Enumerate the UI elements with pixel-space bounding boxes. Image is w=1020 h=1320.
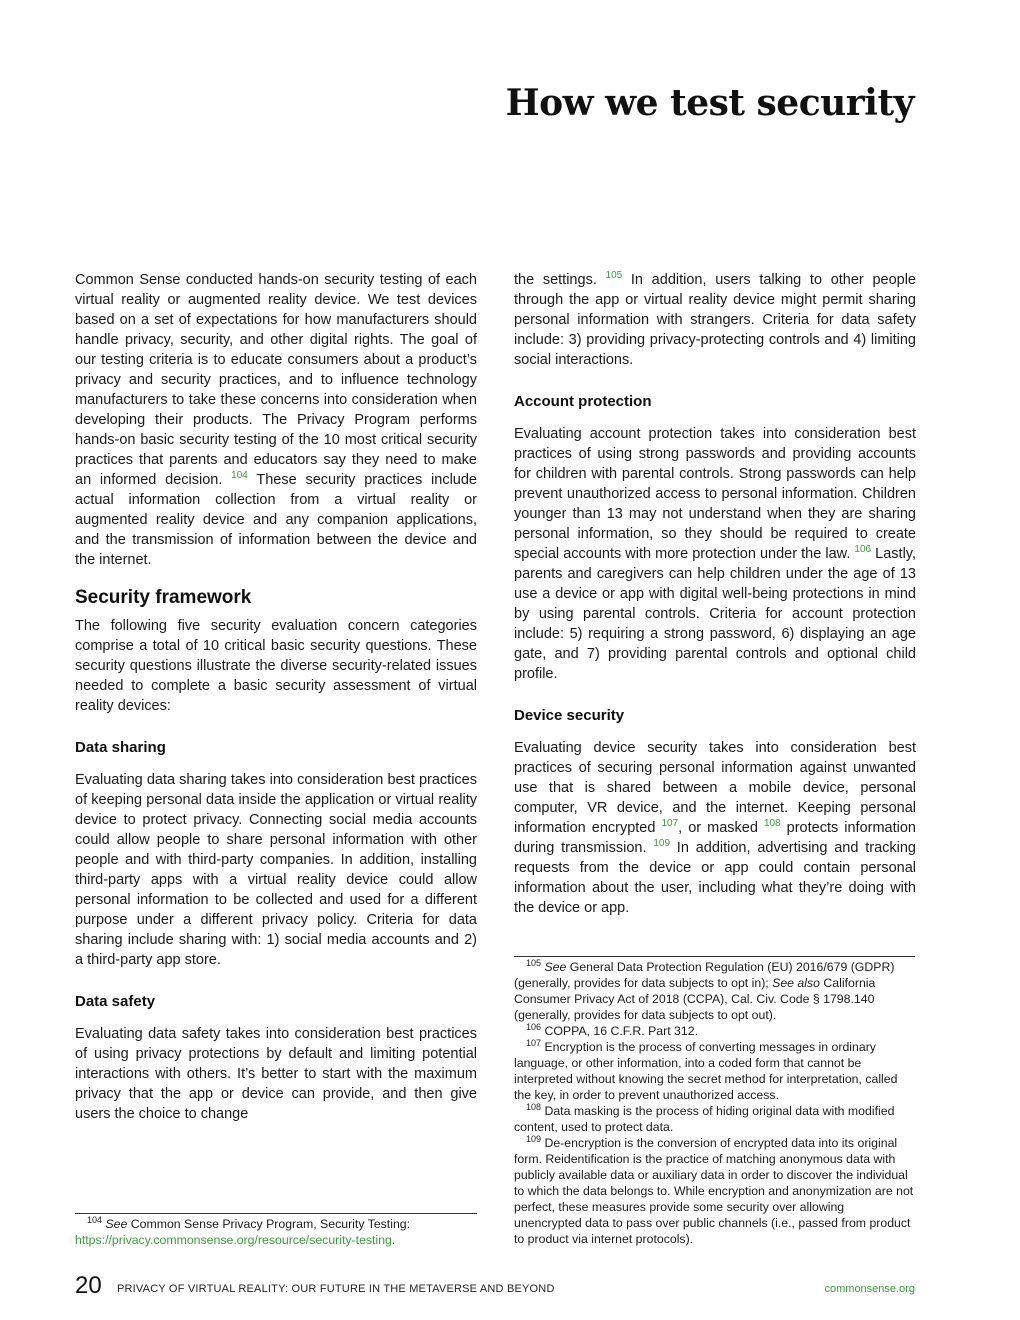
footnote-ref-107[interactable]: 107	[661, 818, 679, 830]
footnote-number: 109	[526, 1133, 542, 1144]
security-framework-heading: Security framework	[75, 587, 252, 608]
footnote-text: Common Sense Privacy Program, Security Testing:	[127, 1217, 411, 1231]
device-text-c: protects information during transmission.	[514, 820, 916, 856]
page-number: 20	[75, 1272, 102, 1299]
footnote-number: 105	[526, 957, 542, 968]
footnote-ref-108[interactable]: 108	[763, 818, 781, 830]
security-testing-link[interactable]: https://privacy.commonsense.org/resource/security-testing	[75, 1233, 392, 1247]
intro-text-cont: These security practices include actual information collection from a virtual reality or augmented reality device and any companion applications, and the transmission of information between the device and the internet.	[75, 472, 477, 568]
data-safety-heading: Data safety	[75, 993, 156, 1010]
footnote-number: 106	[526, 1021, 542, 1032]
footnote-number: 107	[526, 1037, 542, 1048]
footnote-104	[75, 1216, 477, 1248]
footnote-106	[514, 1023, 915, 1039]
footnote-text: General Data Protection Regulation (EU) 2016/679 (GDPR) (generally, provides for data subjects to opt in);	[514, 960, 895, 990]
footnote-text: Data masking is the process of hiding original data with modified content, used to protect data.	[514, 1104, 895, 1134]
continuation-paragraph	[514, 270, 916, 370]
footnote-see: See	[105, 1217, 128, 1231]
account-protection-heading: Account protection	[514, 393, 652, 410]
footnote-text-b: California Consumer Privacy Act of 2018 (CCPA), Cal. Civ. Code § 1798.140 (generally, provides for data subjects to opt out).	[514, 976, 876, 1022]
footnote-107	[514, 1039, 915, 1103]
footnote-end: .	[391, 1233, 396, 1247]
running-head: PRIVACY OF VIRTUAL REALITY: OUR FUTURE IN THE METAVERSE AND BEYOND	[117, 1283, 555, 1295]
footnote-text: De-encryption is the conversion of encrypted data into its original form. Reidentification is the practice of matching anonymous data with publicly available data or auxiliary data in order to discover the individual to which the data belongs to. While encryption and anonymization are not perfect, these measures provide some security over allowing unencrypted data to pass over public channels (i.e., passed from product to product via internet protocols).	[514, 1136, 914, 1246]
footnote-105	[514, 959, 915, 1023]
footnote-ref-104[interactable]: 104	[231, 470, 248, 482]
framework-paragraph: The following five security evaluation concern categories comprise a total of 10 critical basic security questions. These security questions illustrate the diverse security-related issues needed to complete a basic security assessment of virtual reality devices:	[75, 618, 477, 714]
device-text: Evaluating device security takes into consideration best practices of securing personal information against unwanted use that is shared between a mobile device, personal computer, VR device, and the internet. Keeping personal information encrypted	[514, 740, 916, 836]
cont-text: the settings.	[514, 272, 597, 288]
footnote-text: Encryption is the process of converting messages in ordinary language, or other information, into a coded form that cannot be interpreted without knowing the secret method for interpretation, called the key, in order to prevent unauthorized access.	[514, 1040, 898, 1102]
footnotes-right	[514, 956, 915, 1247]
intro-text: Common Sense conducted hands-on security testing of each virtual reality or augmented reality device. We test devices based on a set of expectations for how manufacturers should handle privacy, security, and other digital rights. The goal of our testing criteria is to educate consumers about a product’s privacy and security practices, and to influence technology manufacturers to take these concerns into consideration when developing their products. The Privacy Program performs hands-on basic security testing of the 10 most critical security practices that parents and educators say they need to make an informed decision.	[75, 272, 477, 488]
footnote-109	[514, 1135, 915, 1247]
right-column	[514, 270, 916, 918]
footnote-text: COPPA, 16 C.F.R. Part 312.	[541, 1024, 698, 1038]
device-text-b: , or masked	[678, 820, 758, 836]
page-footer	[75, 1272, 915, 1302]
device-security-heading: Device security	[514, 707, 625, 724]
footnote-number: 108	[526, 1101, 542, 1112]
footnote-ref-105[interactable]: 105	[605, 270, 623, 282]
account-protection-paragraph	[514, 424, 916, 684]
site-link[interactable]: commonsense.org	[824, 1283, 915, 1295]
device-security-paragraph	[514, 738, 916, 918]
data-sharing-paragraph: Evaluating data sharing takes into consideration best practices of keeping personal data inside the application or virtual reality device to protect privacy. Connecting social media accounts could allow people to share personal information with other people and with third-party companies. In addition, installing third-party apps with a virtual reality device could allow personal information to be collected and used for a different purpose under a different privacy policy. Criteria for data sharing include sharing with: 1) social media accounts and 2) a third-party app store.	[75, 772, 477, 968]
footnote-108	[514, 1103, 915, 1135]
left-column	[75, 270, 477, 1124]
account-text-b: Lastly, parents and caregivers can help children under the age of 13 use a device or app with digital well-being protections in mind by using parental controls. Criteria for account protection include: 5) requiring a strong password, 6) displaying an age gate, and 7) providing parental controls and optional child profile.	[514, 546, 917, 682]
data-safety-paragraph: Evaluating data safety takes into consideration best practices of using privacy protections by default and limiting potential interactions with others. It’s better to start with the maximum privacy that the app or device can provide, and then give users the choice to change	[75, 1026, 477, 1122]
page-title: How we test security	[505, 82, 914, 124]
account-text: Evaluating account protection takes into consideration best practices of using strong passwords and providing accounts for children with parental controls. Strong passwords can help prevent unauthorized access to personal information. Children younger than 13 may not understand when they are sharing personal information, so they should be required to create special accounts with more protection under the law.	[514, 426, 916, 562]
footnote-see-also: See also	[772, 976, 820, 990]
cont-text-b: In addition, users talking to other people through the app or virtual reality device might permit sharing personal information with strangers. Criteria for data safety include: 3) providing privacy-protecting controls and 4) limiting social interactions.	[514, 272, 916, 368]
footnote-ref-109[interactable]: 109	[653, 838, 671, 850]
footnote-number: 104	[87, 1214, 103, 1225]
data-sharing-heading: Data sharing	[75, 739, 166, 756]
footnote-see: See	[544, 960, 567, 974]
device-text-d: In addition, advertising and tracking requests from the device or app could contain personal information about the user, including what they’re doing with the device or app.	[514, 840, 916, 916]
footnote-ref-106[interactable]: 106	[854, 544, 872, 556]
footnotes-left	[75, 1213, 477, 1248]
intro-paragraph	[75, 270, 477, 570]
